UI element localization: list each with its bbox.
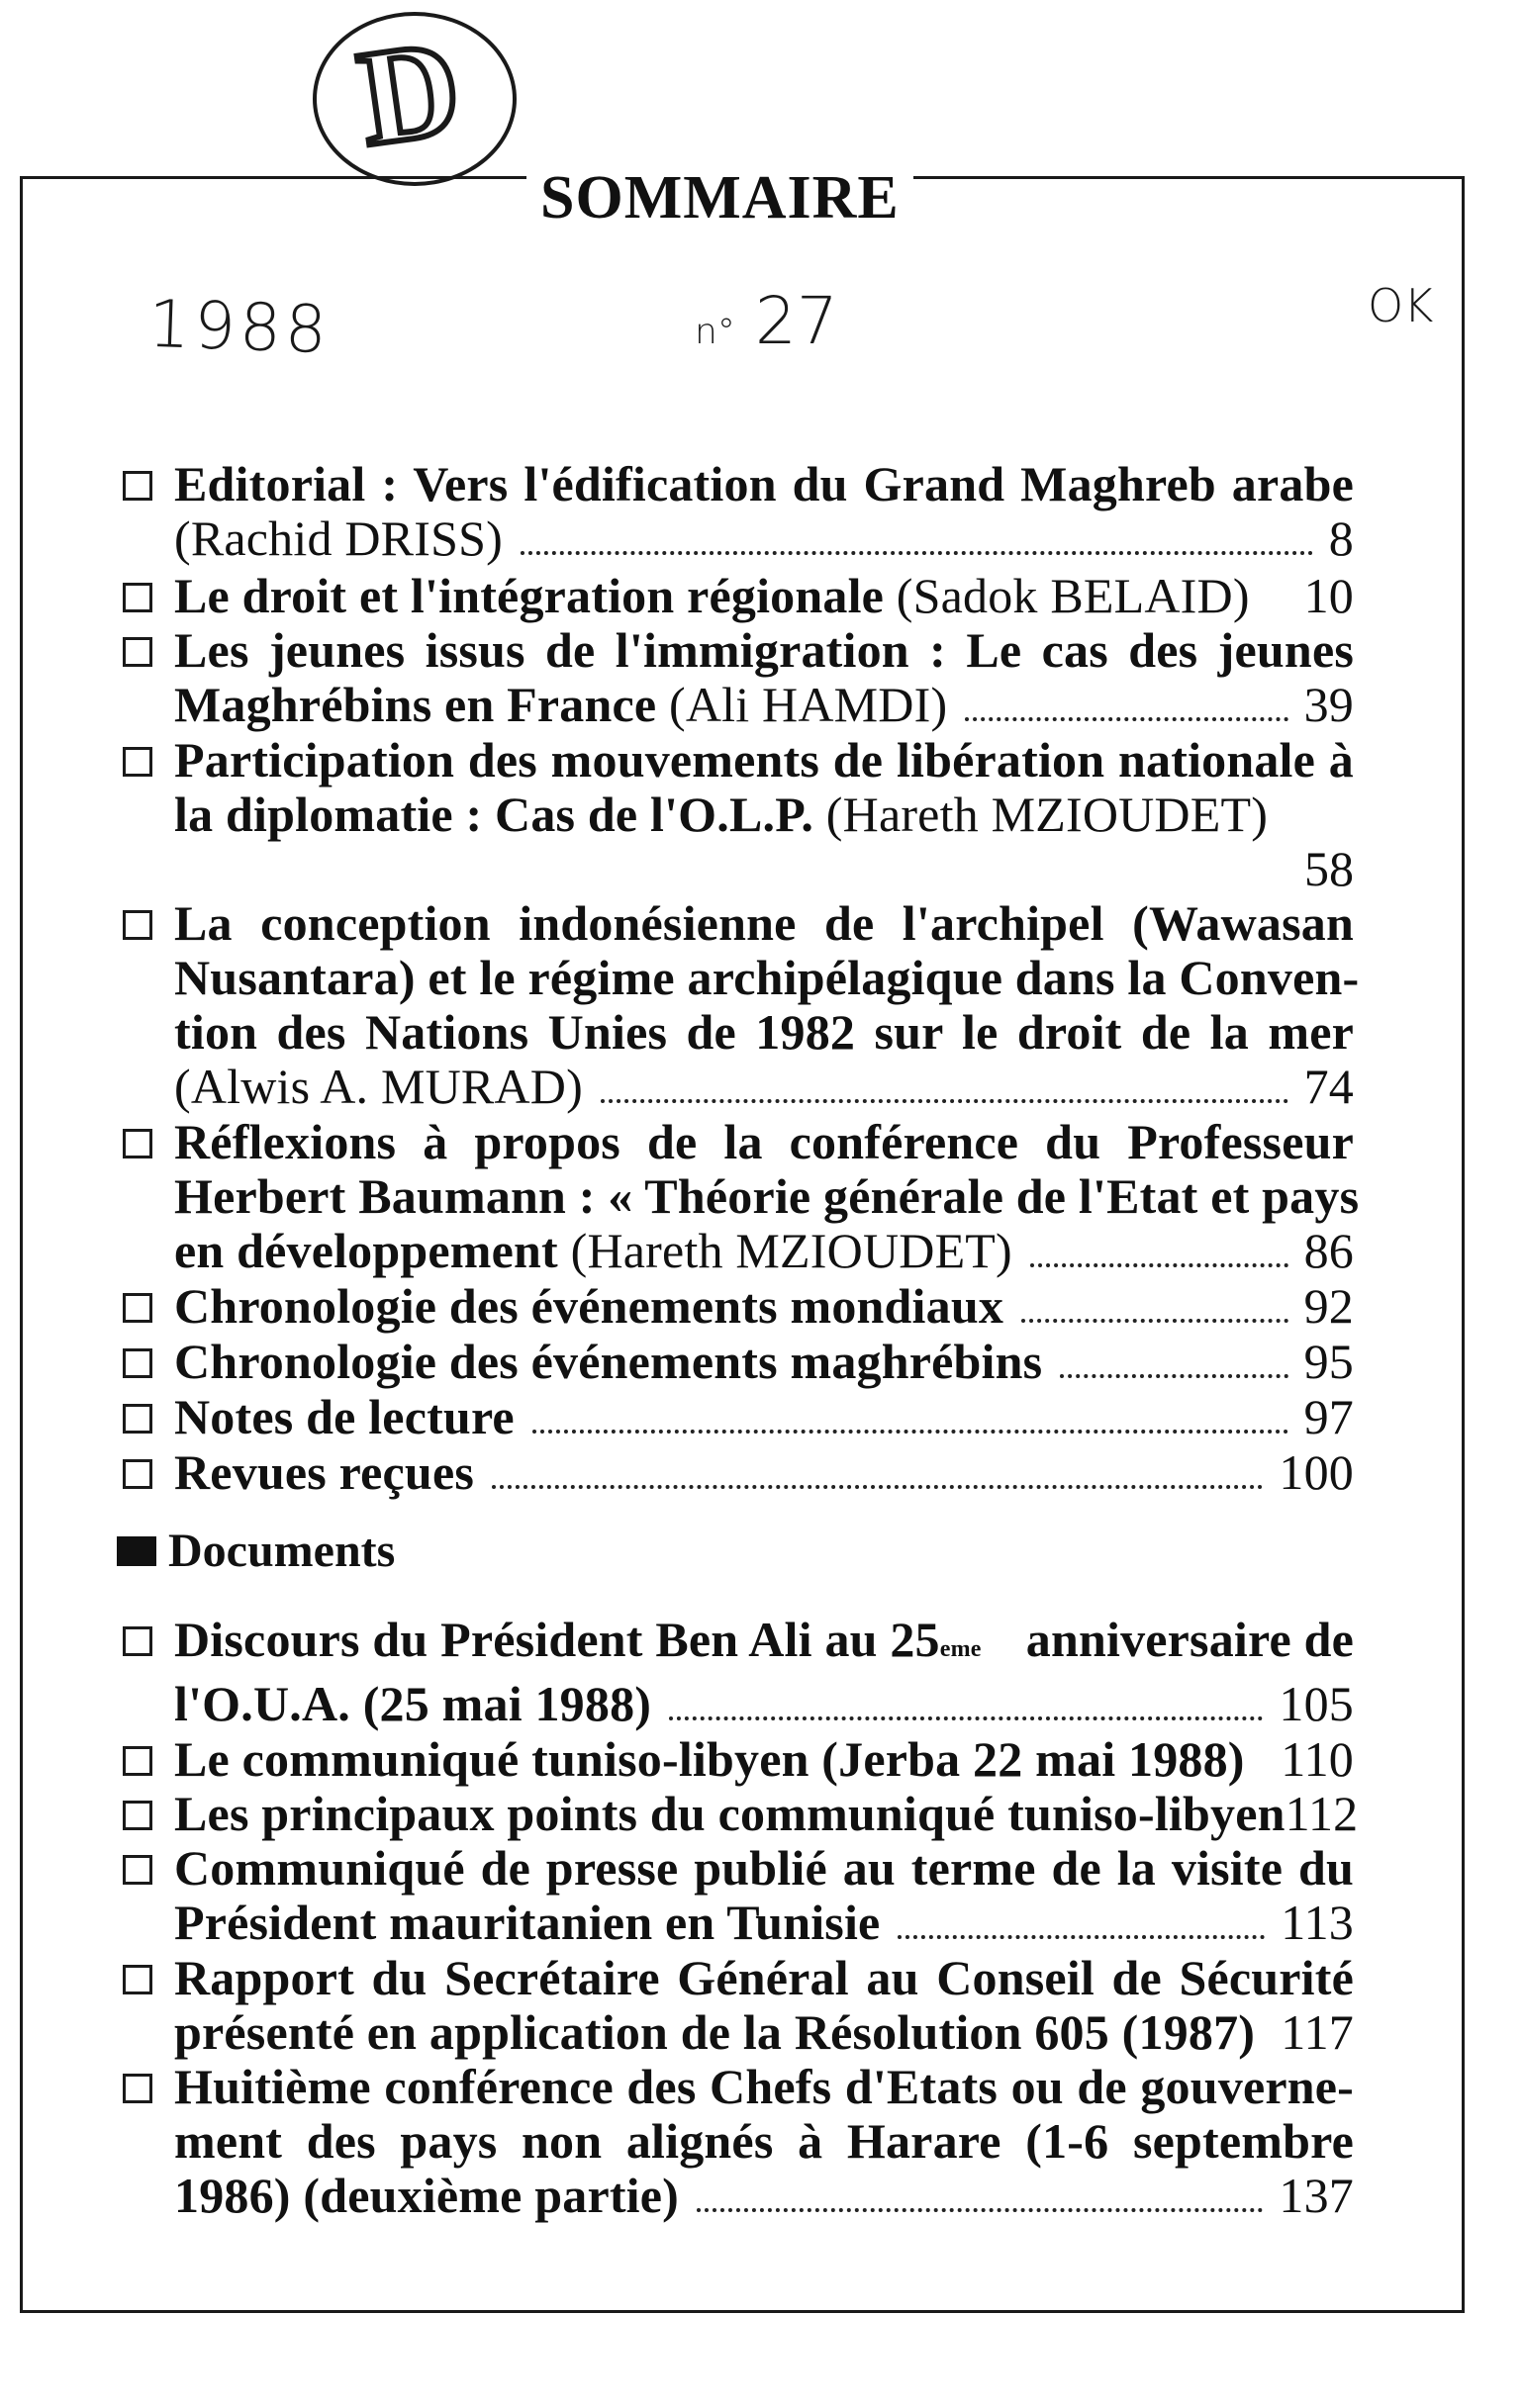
handwritten-ok: OK (1368, 279, 1434, 332)
articles-list (117, 456, 1360, 1501)
checkbox-icon (123, 637, 152, 667)
toc-entry[interactable]: Le droit et l'intégration régionale (Sadok BELAID) 10 (117, 569, 1354, 623)
toc-entry[interactable]: Notes de lecture 97 (117, 1390, 1354, 1445)
checkbox-icon (123, 1855, 152, 1885)
toc-entry[interactable]: Discours du Président Ben Ali au 25 $_{eme}$ anniversaire de l'O.U.A. (25 mai 1988) 105 (117, 1613, 1354, 1732)
toc-entry[interactable]: Réflexions à propos de la conférence du Professeur Herbert Baumann : « Théorie générale de l'Etat et pays en développement (Hareth MZIOUDET) 86 (117, 1115, 1354, 1279)
checkbox-icon (123, 1293, 152, 1323)
toc-entry[interactable]: Editorial : Vers l'édification du Grand Maghreb arabe (Rachid DRISS) 8 (117, 457, 1354, 567)
toc-entry[interactable]: Le communiqué tuniso-libyen (Jerba 22 mai 1988) 110 (117, 1732, 1354, 1787)
toc-entry[interactable]: Les jeunes issus de l'immigration : Le cas des jeunes Maghrébins en France (Ali HAMDI) 39 (117, 623, 1354, 733)
checkbox-icon (123, 1965, 152, 1994)
checkbox-icon (123, 1801, 152, 1830)
checkbox-icon (123, 1746, 152, 1776)
toc-entry[interactable]: Participation des mouvements de libération nationale à la diplomatie : Cas de l'O.L.P. (Hareth MZIOUDET) 58 (117, 733, 1354, 896)
toc-entry[interactable]: Rapport du Secrétaire Général au Conseil de Sécurité présenté en application de la Résolution 605 (1987) 117 (117, 1951, 1354, 2060)
handwritten-issue: n° 27 (695, 283, 838, 359)
filled-square-icon (117, 1536, 156, 1566)
toc-entry[interactable]: Revues reçues 100 (117, 1445, 1354, 1501)
checkbox-icon (123, 471, 152, 501)
toc-entry[interactable]: Chronologie des événements maghrébins 95 (117, 1335, 1354, 1390)
checkbox-icon (123, 2074, 152, 2103)
checkbox-icon (123, 910, 152, 940)
documents-list (117, 1612, 1359, 2224)
toc-entry[interactable]: Communiqué de presse publié au terme de la visite du Président mauritanien en Tunisie 113 (117, 1841, 1354, 1951)
toc-entry[interactable]: La conception indonésienne de l'archipel (Wawasan Nusantara) et le régime archipélagique dans la Conven- tion des Nations Unies de 1982 sur le droit de la mer (Alwis A. MURAD) 74 (117, 896, 1354, 1115)
stamp-letter: D (349, 10, 469, 175)
checkbox-icon (123, 1459, 152, 1489)
checkbox-icon (123, 1348, 152, 1378)
checkbox-icon (123, 1129, 152, 1158)
handwritten-year: 1988 (146, 285, 333, 369)
documents-heading: Documents (117, 1524, 395, 1578)
toc-entry[interactable]: Les principaux points du communiqué tuniso-libyen 112 (117, 1787, 1354, 1841)
checkbox-icon (123, 1626, 152, 1656)
toc-entry[interactable]: Huitième conférence des Chefs d'Etats ou de gouverne- ment des pays non alignés à Harare (1-6 septembre 1986) (deuxième partie) 137 (117, 2060, 1354, 2224)
toc-entry[interactable]: Chronologie des événements mondiaux 92 (117, 1279, 1354, 1335)
checkbox-icon (123, 747, 152, 777)
checkbox-icon (123, 583, 152, 612)
checkbox-icon (123, 1404, 152, 1434)
page-title: SOMMAIRE (526, 158, 913, 237)
